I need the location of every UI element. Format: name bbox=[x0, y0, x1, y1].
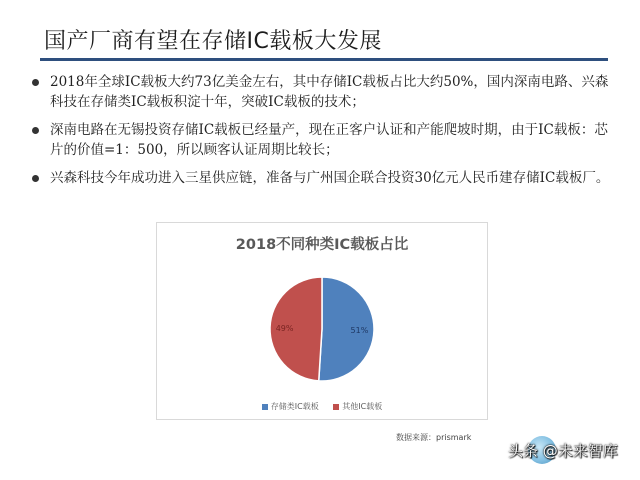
watermark-text: 头条 @未来智库 bbox=[508, 442, 618, 460]
pie-chart-svg bbox=[157, 223, 487, 419]
bullet-text: 深南电路在无锡投资存储IC载板已经量产，现在正客户认证和产能爬坡时期，由于IC载板：芯片的价值=1：500，所以顾客认证周期比较长； bbox=[50, 122, 608, 158]
data-source: 数据来源：prismark bbox=[396, 433, 472, 442]
bullet-dot bbox=[32, 127, 39, 134]
chart-legend bbox=[157, 401, 487, 412]
bullet-text: 2018年全球IC载板大约73亿美金左右，其中存储IC载板占比大约50%，国内深南电路、兴森科技在存储类IC载板积淀十年，突破IC载板的技术； bbox=[50, 74, 609, 110]
bullet-list bbox=[28, 72, 620, 196]
data-label-storage: 51% bbox=[350, 326, 369, 336]
data-label-other: 49% bbox=[275, 323, 294, 333]
bullet-text: 兴森科技今年成功进入三星供应链，准备与广州国企联合投资30亿元人民币建存储IC载板厂。 bbox=[50, 170, 610, 186]
slide-title: 国产厂商有望在存储IC载板大发展 bbox=[44, 29, 382, 54]
bullet-item bbox=[28, 168, 620, 188]
bullet-dot bbox=[32, 79, 39, 86]
legend-swatch-storage bbox=[262, 404, 268, 410]
legend-item-storage bbox=[262, 401, 319, 412]
legend-label-storage: 存储类IC载板 bbox=[270, 402, 319, 411]
bullet-dot bbox=[32, 175, 39, 182]
legend-swatch-other bbox=[333, 404, 339, 410]
title-underline bbox=[40, 58, 608, 61]
legend-label-other: 其他IC载板 bbox=[342, 402, 383, 411]
bullet-item bbox=[28, 72, 620, 112]
bullet-item bbox=[28, 120, 620, 160]
pie-chart bbox=[156, 222, 488, 420]
chart-title: 2018不同种类IC载板占比 bbox=[235, 237, 409, 253]
legend-item-other bbox=[333, 401, 382, 412]
